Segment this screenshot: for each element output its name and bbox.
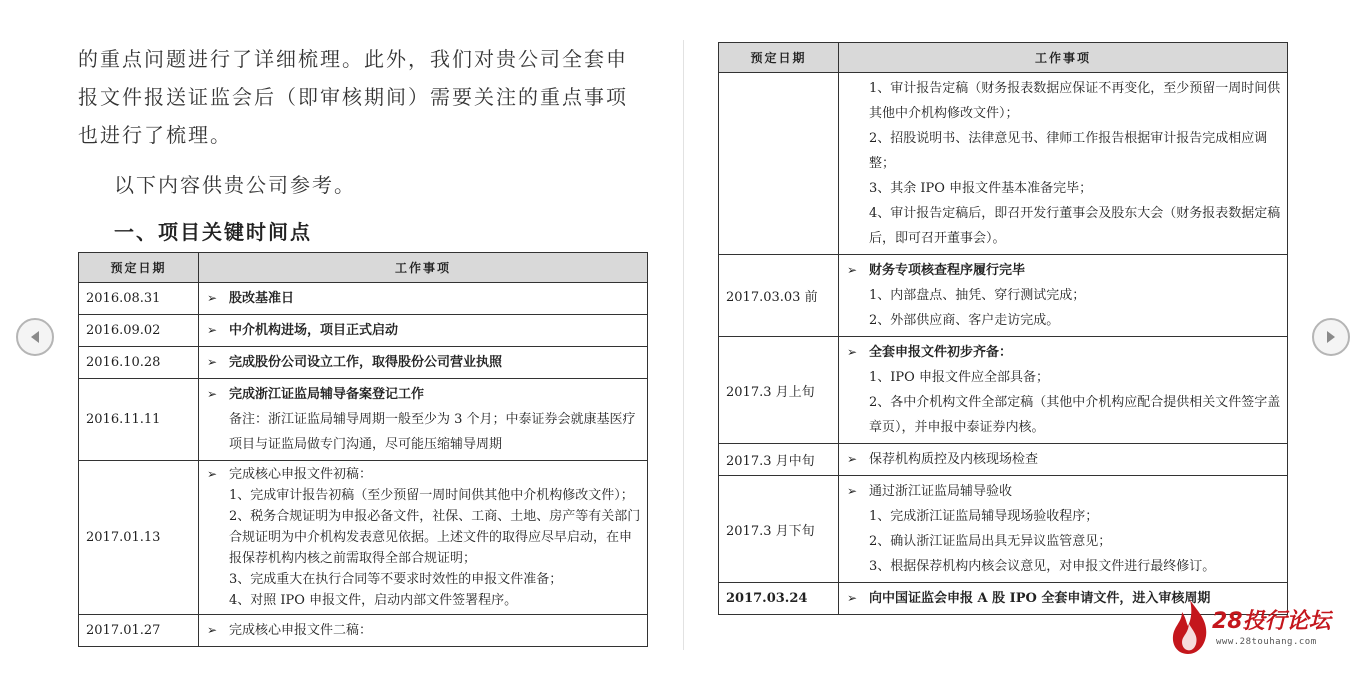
schedule-table-right [718, 42, 1288, 615]
arrow-bullet-icon: ➢ [207, 355, 218, 369]
row-task: 完成股份公司设立工作，取得股份公司营业执照 [229, 355, 503, 370]
row-task: 中介机构进场，项目正式启动 [229, 323, 399, 338]
row-date: 2016.11.11 [79, 379, 199, 461]
row-date: 2017.03.03 前 [719, 255, 839, 337]
row-date: 2017.01.13 [79, 461, 199, 615]
table-row [719, 476, 1288, 583]
work-column-header: 工作事项 [199, 253, 648, 283]
row-item: 3、完成重大在执行合同等不要求时效性的申报文件准备； [229, 572, 563, 587]
table-row [79, 283, 648, 315]
table-row [79, 615, 648, 647]
row-task: 股改基准日 [229, 291, 295, 306]
arrow-bullet-icon: ➢ [207, 291, 218, 305]
intro-note: 以下内容供贵公司参考。 [114, 173, 356, 197]
row-item: 2、招股说明书、法律意见书、律师工作报告根据审计报告完成相应调整； [869, 131, 1268, 171]
table-row [79, 315, 648, 347]
logo-url: www.28touhang.com [1216, 637, 1317, 647]
row-item: 4、对照 IPO 申报文件，启动内部文件签署程序。 [229, 593, 518, 608]
row-date: 2017.3 月下旬 [719, 476, 839, 583]
table-row [719, 73, 1288, 255]
row-task: 保荐机构质控及内核现场检查 [869, 452, 1039, 467]
arrow-bullet-icon: ➢ [207, 467, 218, 481]
schedule-table-left [78, 252, 648, 647]
site-logo [1168, 598, 1348, 658]
table-row [719, 337, 1288, 444]
row-item: 1、内部盘点、抽凭、穿行测试完成； [869, 288, 1086, 303]
row-date: 2017.01.27 [79, 615, 199, 647]
row-item: 2、确认浙江证监局出具无异议监管意见； [869, 534, 1112, 549]
row-task: 完成浙江证监局辅导备案登记工作 [229, 387, 425, 402]
row-item: 3、其余 IPO 申报文件基本准备完毕； [869, 181, 1093, 196]
arrow-bullet-icon: ➢ [847, 263, 858, 277]
table-row [79, 461, 648, 615]
row-note: 备注：浙江证监局辅导周期一般至少为 3 个月；中泰证券会就康基医疗项目与证监局做专门沟通，尽可能压缩辅导周期 [229, 412, 636, 452]
date-column-header: 预定日期 [79, 253, 199, 283]
row-item: 1、IPO 申报文件应全部具备； [869, 370, 1049, 385]
row-task: 全套申报文件初步齐备： [869, 345, 1013, 360]
chevron-right-icon [1324, 329, 1338, 345]
row-item: 1、审计报告定稿（财务报表数据应保证不再变化，至少预留一周时间供其他中介机构修改文件）； [869, 81, 1281, 121]
intro-paragraph: 的重点问题进行了详细梳理。此外，我们对贵公司全套申报文件报送证监会后（即审核期间）需要关注的重点事项也进行了梳理。 [78, 47, 628, 147]
row-date: 2017.03.24 [719, 583, 839, 615]
previous-page-button[interactable] [16, 318, 54, 356]
next-page-button[interactable] [1312, 318, 1350, 356]
page-divider [683, 40, 684, 650]
arrow-bullet-icon: ➢ [847, 591, 858, 605]
arrow-bullet-icon: ➢ [207, 387, 218, 401]
row-item: 4、审计报告定稿后，即召开发行董事会及股东大会（财务报表数据定稿后，即可召开董事会）。 [869, 206, 1281, 246]
table-header-row [719, 43, 1288, 73]
work-column-header: 工作事项 [839, 43, 1288, 73]
row-task: 完成核心申报文件二稿： [229, 623, 373, 638]
chevron-left-icon [28, 329, 42, 345]
table-row [79, 379, 648, 461]
table-row [719, 255, 1288, 337]
table-header-row [79, 253, 648, 283]
row-date: 2016.10.28 [79, 347, 199, 379]
row-task: 通过浙江证监局辅导验收 [869, 484, 1013, 499]
logo-title: 28投行论坛 [1212, 609, 1331, 634]
row-date: 2017.3 月中旬 [719, 444, 839, 476]
flame-icon [1168, 598, 1212, 656]
row-task: 完成核心申报文件初稿： [229, 467, 373, 482]
row-item: 3、根据保荐机构内核会议意见，对申报文件进行最终修订。 [869, 559, 1216, 574]
left-page [78, 40, 648, 647]
date-column-header: 预定日期 [719, 43, 839, 73]
row-item: 2、外部供应商、客户走访完成。 [869, 313, 1060, 328]
row-item: 2、各中介机构文件全部定稿（其他中介机构应配合提供相关文件签字盖章页），并申报中泰证券内核。 [869, 395, 1281, 435]
row-item: 2、税务合规证明为申报必备文件，社保、工商、土地、房产等有关部门合规证明为中介机构发表意见依据。上述文件的取得应尽早启动，在申报保荐机构内核之前需取得全部合规证明； [229, 509, 641, 566]
table-row [719, 444, 1288, 476]
arrow-bullet-icon: ➢ [207, 623, 218, 637]
row-date: 2016.08.31 [79, 283, 199, 315]
table-row [79, 347, 648, 379]
row-date: 2017.3 月上旬 [719, 337, 839, 444]
row-date: 2016.09.02 [79, 315, 199, 347]
row-item: 1、完成浙江证监局辅导现场验收程序； [869, 509, 1099, 524]
row-date [719, 73, 839, 255]
arrow-bullet-icon: ➢ [847, 452, 858, 466]
arrow-bullet-icon: ➢ [207, 323, 218, 337]
row-task: 向中国证监会申报 A 股 IPO 全套申请文件，进入审核周期 [869, 591, 1211, 606]
arrow-bullet-icon: ➢ [847, 484, 858, 498]
section-heading: 一、项目关键时间点 [114, 220, 312, 244]
row-item: 1、完成审计报告初稿（至少预留一周时间供其他中介机构修改文件）； [229, 488, 634, 503]
arrow-bullet-icon: ➢ [847, 345, 858, 359]
row-task: 财务专项核查程序履行完毕 [869, 263, 1026, 278]
